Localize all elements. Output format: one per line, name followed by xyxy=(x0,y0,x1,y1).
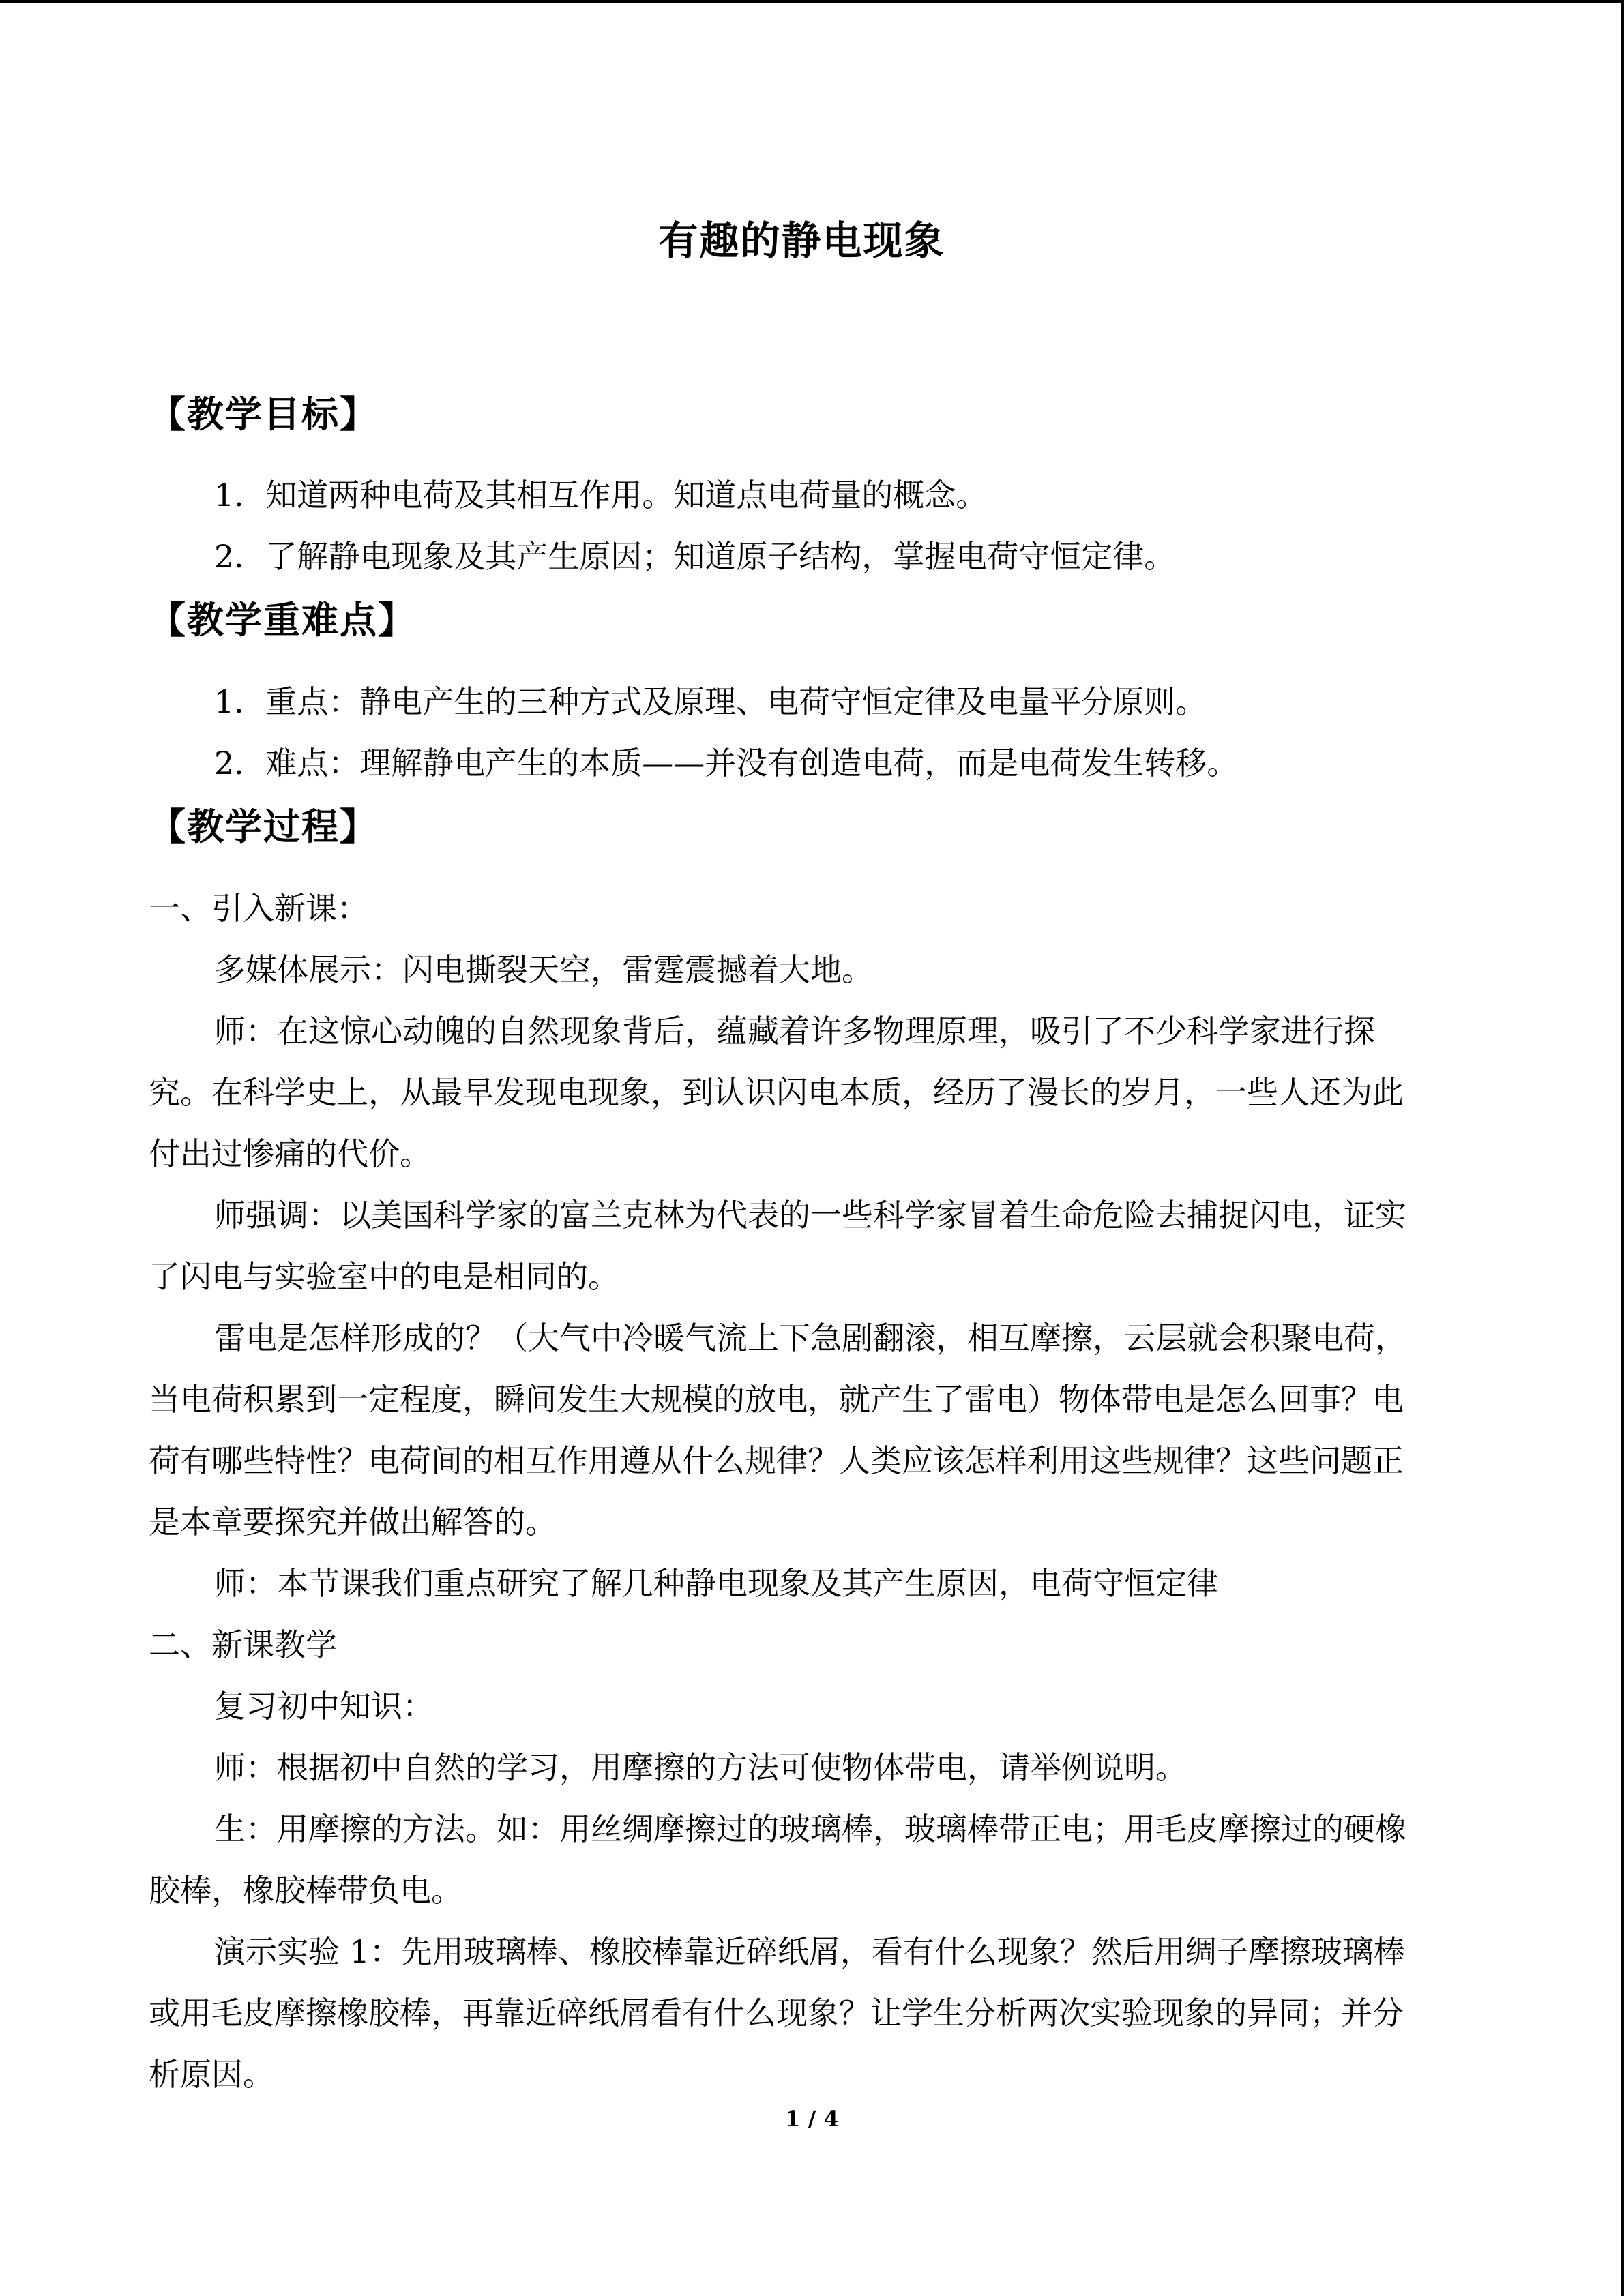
page-border-top xyxy=(0,0,1624,3)
process-line: 或用毛皮摩擦橡胶棒，再靠近碎纸屑看有什么现象？让学生分析两次实验现象的异同；并分 xyxy=(149,1995,1404,2031)
key-point-item: 1．重点：静电产生的三种方式及原理、电荷守恒定律及电量平分原则。 xyxy=(214,683,1207,720)
process-line: 师：根据初中自然的学习，用摩擦的方法可使物体带电，请举例说明。 xyxy=(214,1749,1187,1786)
process-line: 胶棒，橡胶棒带负电。 xyxy=(149,1872,462,1909)
process-line: 究。在科学史上，从最早发现电现象，到认识闪电本质，经历了漫长的岁月，一些人还为此 xyxy=(149,1074,1404,1111)
process-line: 演示实验 1：先用玻璃棒、橡胶棒靠近碎纸屑，看有什么现象？然后用绸子摩擦玻璃棒 xyxy=(214,1933,1405,1970)
goal-item: 2．了解静电现象及其产生原因；知道原子结构，掌握电荷守恒定律。 xyxy=(214,538,1176,575)
process-line: 析原因。 xyxy=(149,2056,274,2093)
process-line: 师强调：以美国科学家的富兰克林为代表的一些科学家冒着生命危险去捕捉闪电，证实 xyxy=(214,1197,1406,1234)
page-title: 有趣的静电现象 xyxy=(658,218,945,264)
goal-item: 1．知道两种电荷及其相互作用。知道点电荷量的概念。 xyxy=(214,477,988,513)
process-line: 师：在这惊心动魄的自然现象背后，蕴藏着许多物理原理，吸引了不少科学家进行探 xyxy=(214,1013,1375,1049)
section-heading-goals: 【教学目标】 xyxy=(149,392,378,436)
process-line: 复习初中知识： xyxy=(214,1688,434,1725)
section-heading-key-points: 【教学重难点】 xyxy=(149,598,416,642)
process-line: 荷有哪些特性？电荷间的相互作用遵从什么规律？人类应该怎样利用这些规律？这些问题正 xyxy=(149,1442,1404,1479)
process-line: 一、引入新课： xyxy=(149,890,368,927)
key-point-item: 2．难点：理解静电产生的本质——并没有创造电荷，而是电荷发生转移。 xyxy=(214,745,1239,781)
page-border-right xyxy=(1621,0,1624,2296)
process-line: 二、新课教学 xyxy=(149,1626,337,1663)
page-number: 1 / 4 xyxy=(785,2106,839,2132)
process-line: 是本章要探究并做出解答的。 xyxy=(149,1504,557,1540)
process-line: 雷电是怎样形成的？（大气中冷暖气流上下急剧翻滚，相互摩擦，云层就会积聚电荷， xyxy=(214,1320,1406,1356)
process-line: 师：本节课我们重点研究了解几种静电现象及其产生原因，电荷守恒定律 xyxy=(214,1565,1218,1602)
process-line: 当电荷积累到一定程度，瞬间发生大规模的放电，就产生了雷电）物体带电是怎么回事？电 xyxy=(149,1381,1404,1418)
process-line: 多媒体展示：闪电撕裂天空，雷霆震撼着大地。 xyxy=(214,951,873,988)
section-heading-process: 【教学过程】 xyxy=(149,805,378,848)
process-line: 付出过惨痛的代价。 xyxy=(149,1135,431,1172)
process-line: 生：用摩擦的方法。如：用丝绸摩擦过的玻璃棒，玻璃棒带正电；用毛皮摩擦过的硬橡 xyxy=(214,1810,1406,1847)
process-line: 了闪电与实验室中的电是相同的。 xyxy=(149,1258,619,1295)
